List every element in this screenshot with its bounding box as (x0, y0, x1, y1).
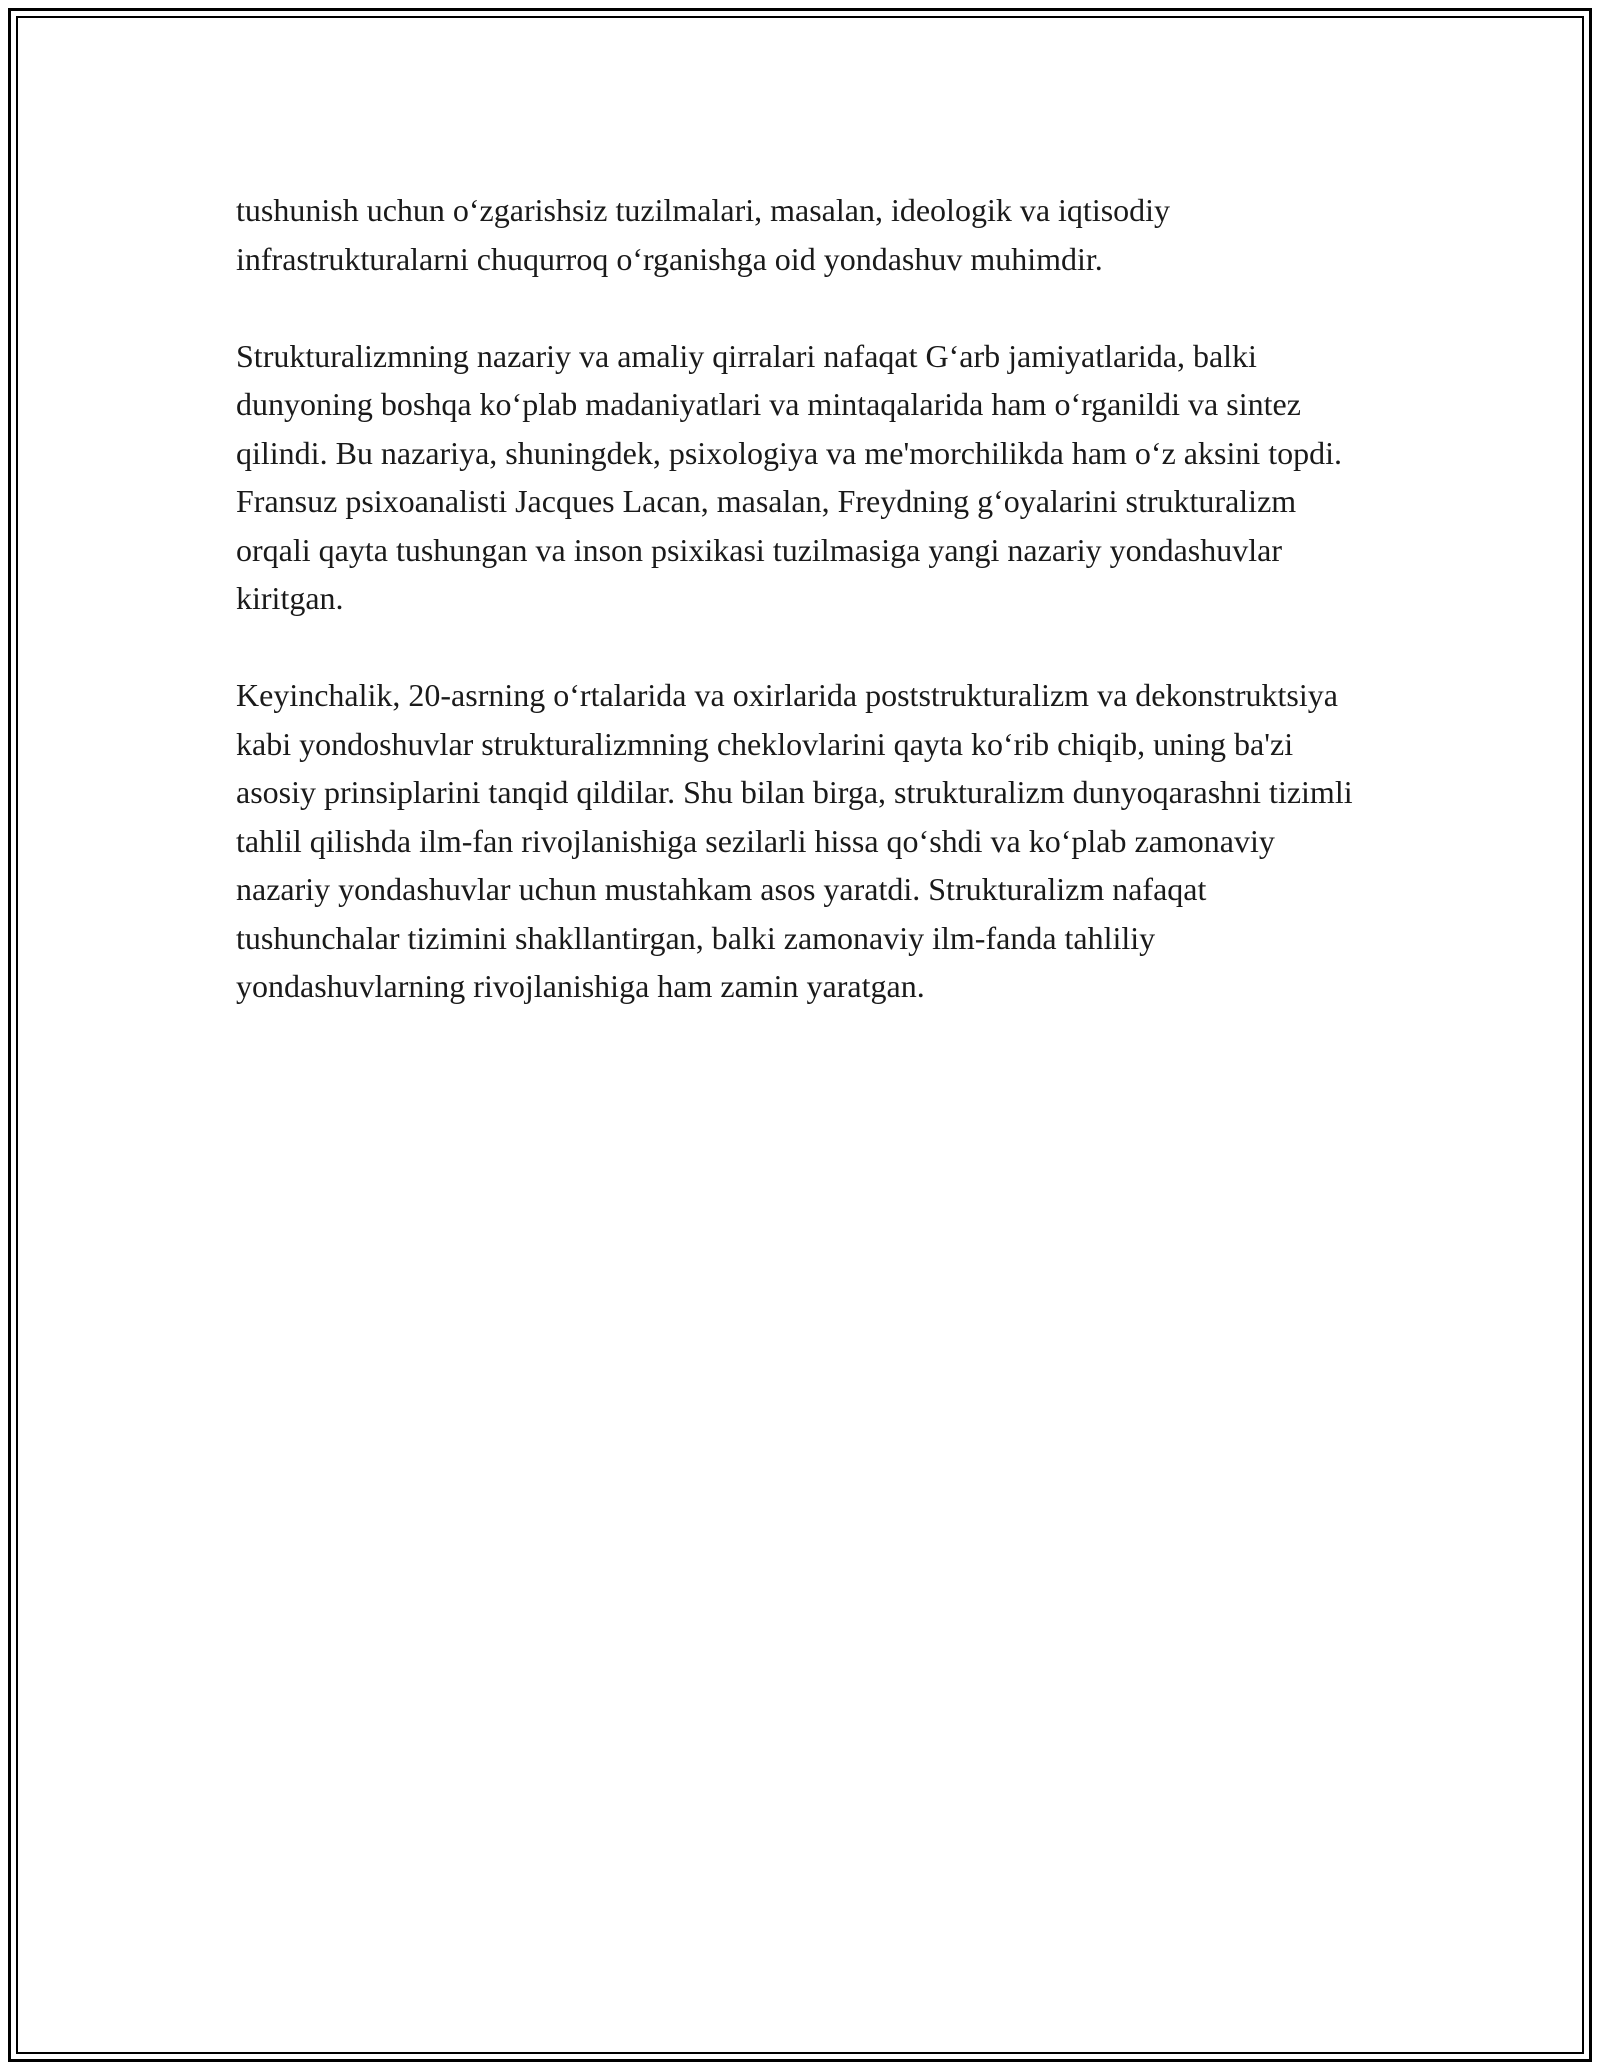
paragraph-3: Keyinchalik, 20-asrning o‘rtalarida va oxirlarida poststrukturalizm va dekonstruktsiya kabi yondoshuvlar strukturalizmning cheklovlarini qayta ko‘rib chiqib, uning ba'zi asosiy prinsiplarini tanqid qildilar. Shu bilan birga, strukturalizm dunyoqarashni tizimli tahlil qilishda ilm-fan rivojlanishiga sezilarli hissa qo‘shdi va ko‘plab zamonaviy nazariy yondashuvlar uchun mustahkam asos yaratdi. Strukturalizm nafaqat tushunchalar tizimini shakllantirgan, balki zamonaviy ilm-fanda tahliliy yondashuvlarning rivojlanishiga ham zamin yaratgan. (236, 677, 1353, 1004)
paragraph-2: Strukturalizmning nazariy va amaliy qirralari nafaqat G‘arb jamiyatlarida, balki dunyoning boshqa ko‘plab madaniyatlari va mintaqalarida ham o‘rganildi va sintez qilindi. Bu nazariya, shuningdek, psixologiya va me'morchilikda ham o‘z aksini topdi. Fransuz psixoanalisti Jacques Lacan, masalan, Freydning g‘oyalarini strukturalizm orqali qayta tushungan va inson psixikasi tuzilmasiga yangi nazariy yondashuvlar kiritgan. (236, 337, 1342, 616)
paragraph-1: tushunish uchun o‘zgarishsiz tuzilmalari, masalan, ideologik va iqtisodiy infrastrukturalarni chuqurroq o‘rganishga oid yondashuv muhimdir. (236, 192, 1171, 277)
document-body (236, 186, 1366, 1059)
